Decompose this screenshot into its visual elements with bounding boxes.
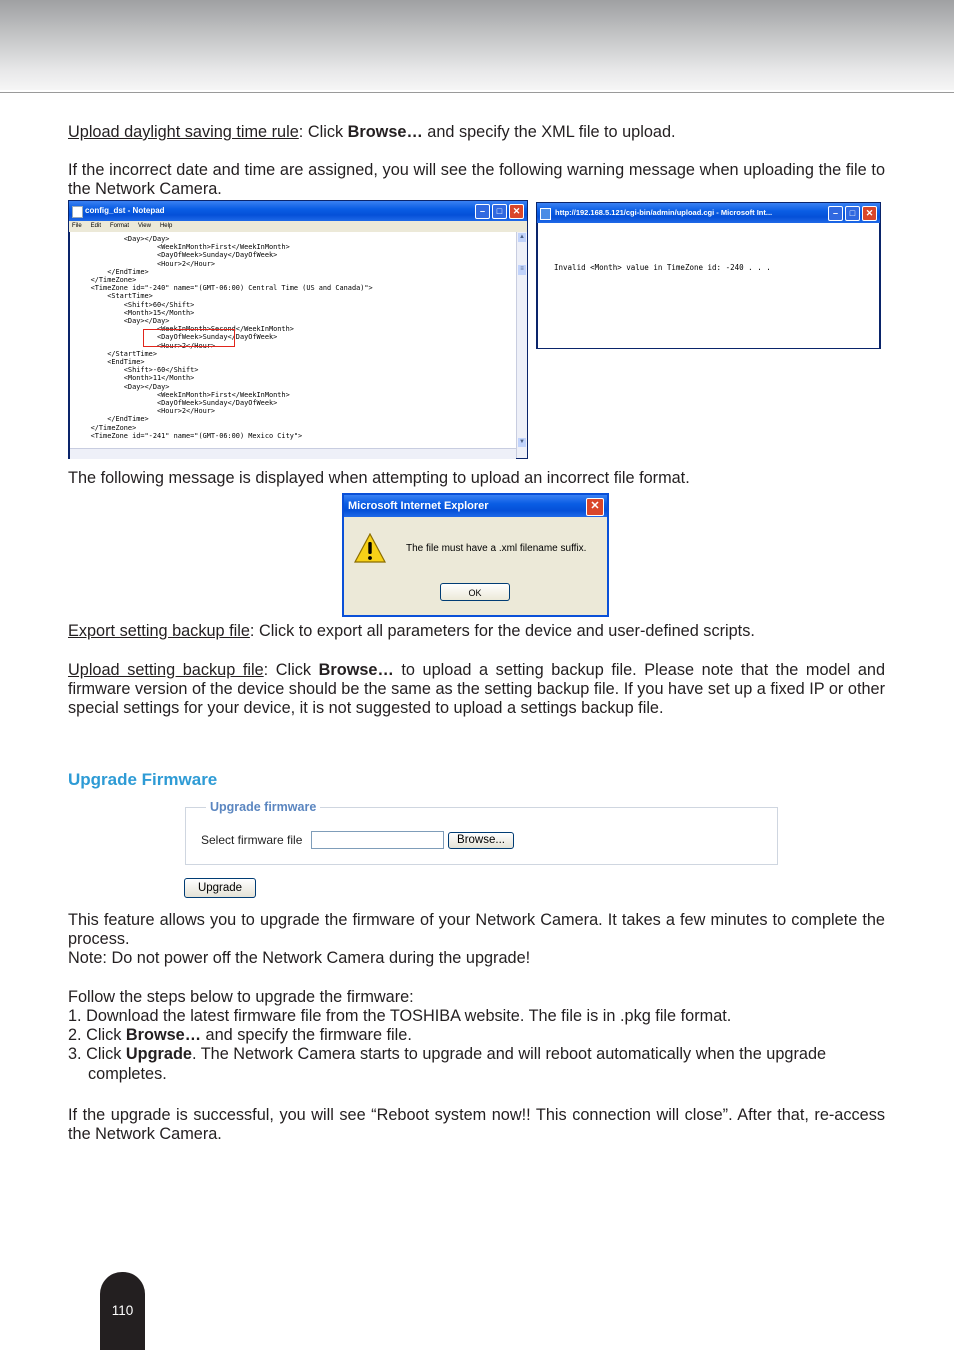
alert-dialog: [342, 493, 609, 617]
feature-paragraph: This feature allows you to upgrade the firmware of your Network Camera. It takes a few minutes to complete the process.: [68, 911, 885, 948]
xml-line: <Day></Day>: [123, 382, 170, 391]
xml-line: <Hour>2</Hour>: [156, 341, 216, 350]
xml-line: <Shift>60</Shift>: [123, 300, 195, 309]
header-band: [0, 0, 954, 90]
notepad-titlebar: [69, 201, 527, 221]
close-icon[interactable]: ✕: [509, 204, 524, 219]
horizontal-scrollbar[interactable]: [70, 448, 516, 459]
success-paragraph: If the upgrade is successful, you will see “Reboot system now!! This connection will close”. After that, re-access the Network Camera.: [68, 1106, 885, 1143]
follow-steps-line: Follow the steps below to upgrade the firmware:: [68, 988, 414, 1006]
notepad-text-area[interactable]: [70, 232, 516, 458]
upload-text-pre: : Click: [263, 661, 319, 679]
scroll-up-icon[interactable]: ▲: [519, 234, 525, 240]
scroll-down-icon[interactable]: ▼: [519, 439, 525, 445]
step-3: [68, 1045, 885, 1064]
upload-browse-bold: Browse…: [318, 661, 394, 679]
step-1: 1. Download the latest firmware file from the TOSHIBA website. The file is in .pkg file format.: [68, 1007, 732, 1025]
incorrect-format-paragraph: The following message is displayed when attempting to upload an incorrect file format.: [68, 469, 690, 487]
xml-line: </TimeZone>: [90, 276, 137, 285]
upgrade-firmware-heading: Upgrade Firmware: [68, 770, 218, 789]
notepad-menubar: [69, 221, 527, 232]
notepad-title: config_dst - Notepad: [85, 206, 165, 215]
xml-line: <TimeZone id="-241" name="(GMT-06:00) Mexico City">: [74, 431, 303, 440]
menu-view[interactable]: View: [138, 223, 151, 229]
dst-label: Upload daylight saving time rule: [68, 123, 299, 141]
menu-format[interactable]: Format: [110, 223, 130, 229]
browse-button[interactable]: Browse...: [448, 832, 514, 849]
step-3-upgrade-bold: Upgrade: [125, 1045, 192, 1063]
export-label: Export setting backup file: [68, 622, 250, 640]
xml-line: </TimeZone>: [90, 423, 137, 432]
step-2-post: and specify the firmware file.: [201, 1026, 412, 1044]
invalid-month-message: Invalid <Month> value in TimeZone id: -240 . . .: [554, 263, 771, 272]
alert-message: The file must have a .xml filename suffix.: [406, 543, 587, 554]
xml-line: </EndTime>: [107, 267, 149, 276]
maximize-icon[interactable]: □: [492, 204, 507, 219]
maximize-icon[interactable]: □: [845, 206, 860, 221]
ie-icon: [540, 208, 551, 220]
upgrade-button[interactable]: Upgrade: [184, 878, 256, 898]
firmware-file-input[interactable]: [311, 831, 444, 849]
note-line: Note: Do not power off the Network Camera during the upgrade!: [68, 949, 531, 967]
xml-line: <EndTime>: [107, 358, 145, 367]
xml-line: <StartTime>: [107, 292, 153, 301]
month-highlight-box: [143, 329, 235, 347]
xml-line: <Month>11</Month>: [123, 374, 195, 383]
page-number-tab: [100, 1272, 145, 1350]
close-icon[interactable]: ✕: [586, 498, 604, 516]
page-number: 110: [111, 1303, 134, 1318]
dst-text-pre: : Click: [298, 123, 348, 141]
xml-line: <WeekInMonth>First</WeekInMonth>: [156, 390, 290, 399]
warning-icon: [354, 533, 386, 563]
upload-text-post: to upload a setting backup file. Please note that the model and firmware version of the device should be the same as the setting backup file. If you have set up a fixed IP or other special settings for your device, it is not suggested to upload a settings backup file.: [68, 661, 886, 717]
vertical-scrollbar[interactable]: [516, 232, 527, 458]
xml-line: </StartTime>: [107, 349, 157, 358]
notepad-window: [68, 200, 528, 459]
ok-button[interactable]: OK: [440, 583, 510, 601]
step-3-continuation: completes.: [88, 1065, 167, 1083]
export-text: : Click to export all parameters for the device and user-defined scripts.: [249, 622, 755, 640]
incorrect-date-paragraph: If the incorrect date and time are assigned, you will see the following warning message when uploading the file to the Network Camera.: [68, 161, 885, 198]
browser-titlebar: [537, 203, 880, 223]
upload-backup-paragraph: [68, 661, 885, 718]
step-3-pre: 3. Click: [68, 1045, 126, 1063]
xml-line: <Day></Day>: [123, 235, 170, 243]
browser-error-window: [536, 202, 881, 349]
step-3-post: . The Network Camera starts to upgrade and will reboot automatically when the upgrade: [191, 1045, 827, 1063]
xml-line: <Shift>-60</Shift>: [123, 366, 199, 375]
xml-content: [70, 232, 516, 440]
dst-text-post: and specify the XML file to upload.: [422, 123, 676, 141]
xml-line: <DayOfWeek>Sunday</DayOfWeek>: [156, 251, 278, 260]
close-icon[interactable]: ✕: [862, 206, 877, 221]
menu-help[interactable]: Help: [159, 223, 173, 229]
xml-line: </EndTime>: [107, 415, 149, 424]
step-2-browse-bold: Browse…: [125, 1026, 202, 1044]
header-divider: [0, 92, 954, 93]
menu-edit[interactable]: Edit: [90, 223, 102, 229]
minimize-icon[interactable]: –: [828, 206, 843, 221]
alert-titlebar: [344, 495, 607, 517]
browser-content: [538, 223, 879, 348]
upgrade-firmware-legend: Upgrade firmware: [206, 800, 320, 814]
xml-line: <Hour>2</Hour>: [156, 259, 216, 268]
minimize-icon[interactable]: –: [475, 204, 490, 219]
dst-browse-bold: Browse…: [347, 123, 423, 141]
upload-label: Upload setting backup file: [68, 661, 264, 679]
step-2: [68, 1026, 885, 1045]
menu-file[interactable]: File: [72, 223, 82, 229]
xml-line: <DayOfWeek>Sunday</DayOfWeek>: [156, 399, 278, 408]
xml-line: <TimeZone id="-240" name="(GMT-06:00) Central Time (US and Canada)">: [90, 284, 373, 293]
xml-line: <DayOfWeek>Sunday</DayOfWeek>: [156, 333, 278, 342]
alert-title: Microsoft Internet Explorer: [348, 500, 489, 512]
xml-line: <WeekInMonth>Second</WeekInMonth>: [156, 325, 294, 334]
browser-title: http://192.168.5.121/cgi-bin/admin/upload.cgi - Microsoft Int...: [555, 208, 773, 217]
notepad-icon: [72, 206, 83, 218]
export-paragraph: [68, 622, 885, 641]
xml-line: <Hour>2</Hour>: [156, 407, 216, 416]
xml-line: <WeekInMonth>First</WeekInMonth>: [156, 243, 290, 252]
select-firmware-label: Select firmware file: [201, 833, 303, 847]
xml-line: <Month>15</Month>: [123, 308, 195, 317]
xml-line: <Day></Day>: [123, 317, 170, 326]
dst-paragraph: [68, 123, 885, 142]
step-2-pre: 2. Click: [68, 1026, 126, 1044]
scroll-thumb[interactable]: ≡: [518, 265, 526, 275]
